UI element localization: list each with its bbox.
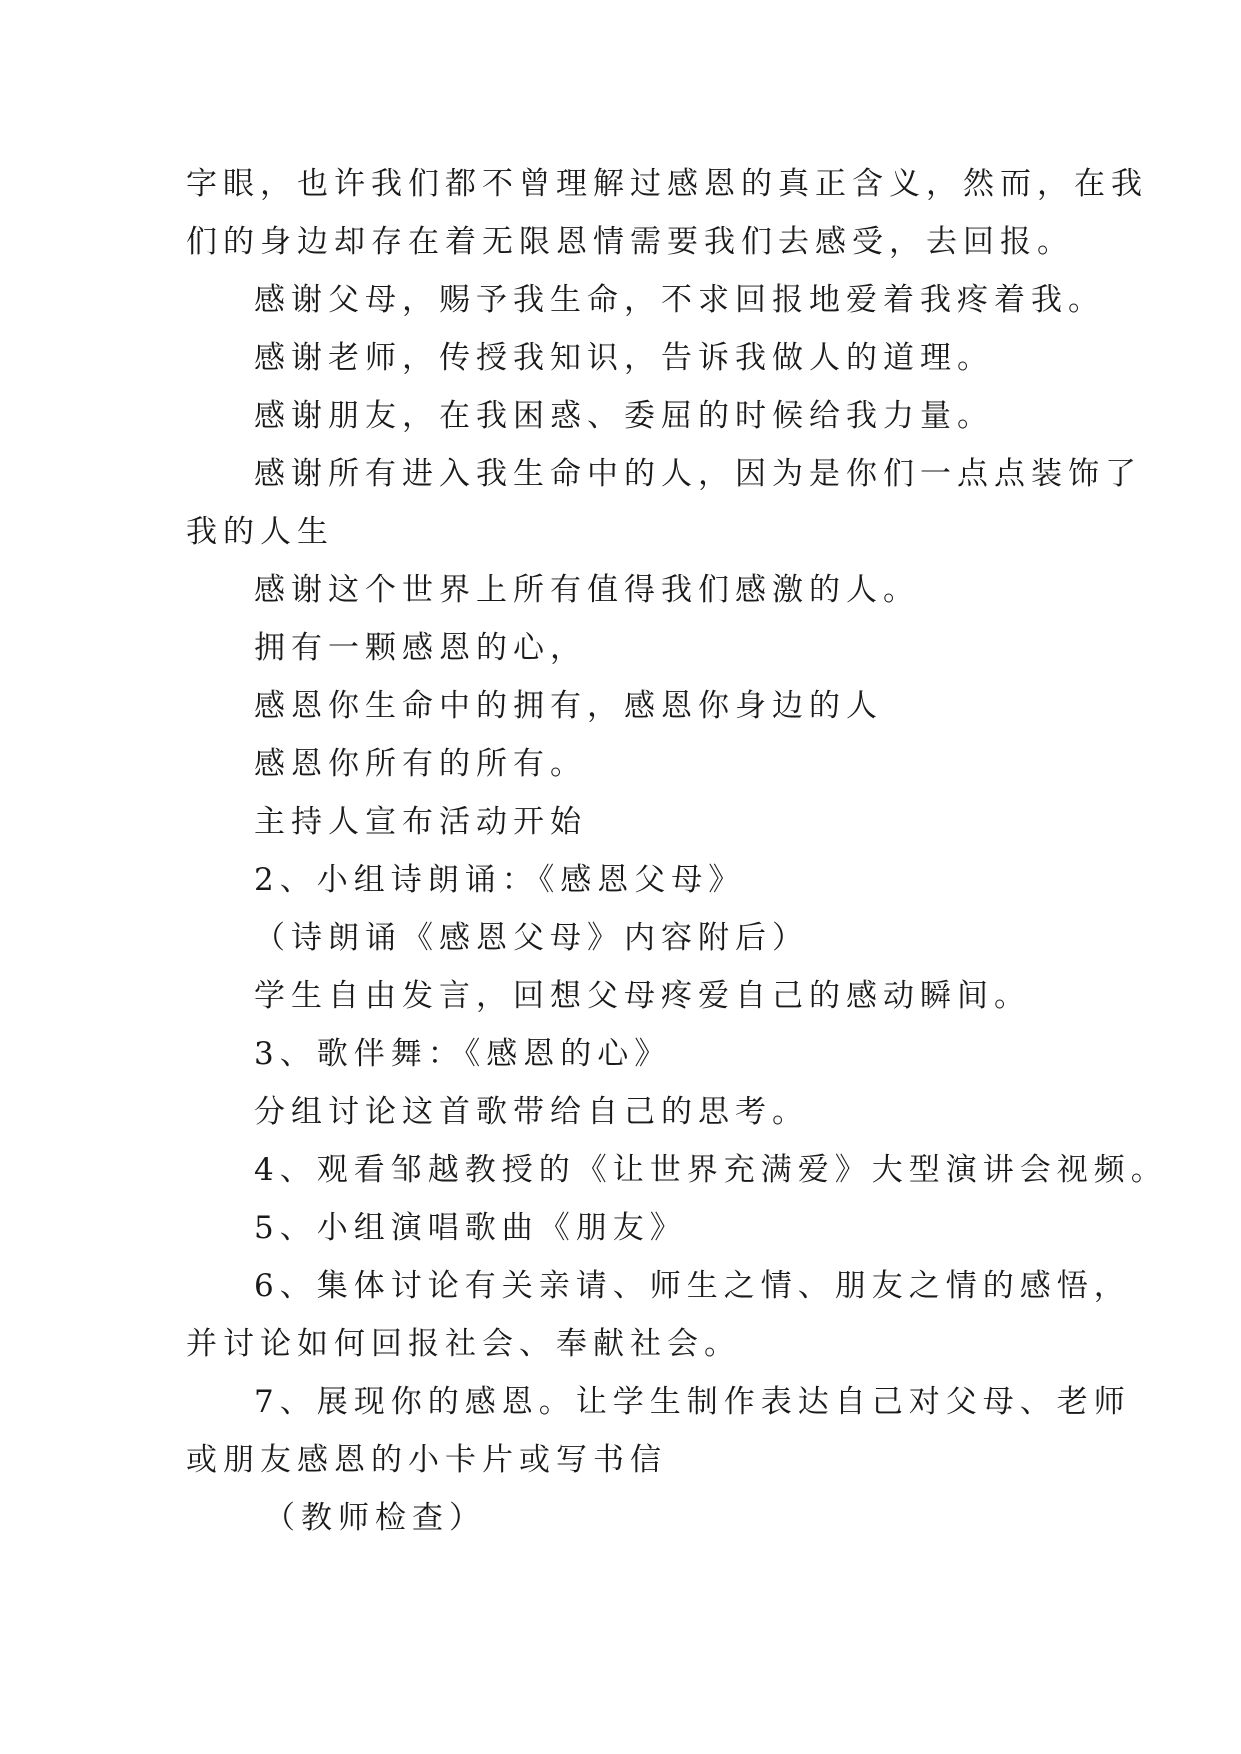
document-body [186, 155, 1168, 1547]
paragraph-line: 7、展现你的感恩。让学生制作表达自己对父母、老师 [254, 1384, 1131, 1420]
paragraph-line: 我的人生 [186, 514, 334, 550]
paragraph-line: 感恩你所有的所有。 [254, 746, 587, 782]
paragraph-line: （教师检查） [264, 1500, 486, 1536]
paragraph-line: 或朋友感恩的小卡片或写书信 [186, 1442, 667, 1478]
paragraph-line: 2、小组诗朗诵：《感恩父母》 [254, 862, 746, 898]
paragraph-line: 学生自由发言，回想父母疼爱自己的感动瞬间。 [254, 978, 1031, 1014]
paragraph-line: 主持人宣布活动开始 [254, 804, 587, 840]
paragraph-line: 字眼，也许我们都不曾理解过感恩的真正含义，然而，在我 [186, 166, 1148, 202]
paragraph-line: 感谢这个世界上所有值得我们感激的人。 [254, 572, 920, 608]
paragraph-line: 分组讨论这首歌带给自己的思考。 [254, 1094, 809, 1130]
paragraph-line: 们的身边却存在着无限恩情需要我们去感受，去回报。 [186, 224, 1074, 260]
paragraph-line: 感谢父母，赐予我生命，不求回报地爱着我疼着我。 [254, 282, 1105, 318]
paragraph-line: 感谢所有进入我生命中的人，因为是你们一点点装饰了 [254, 456, 1142, 492]
paragraph-line: 5、小组演唱歌曲《朋友》 [254, 1210, 687, 1246]
paragraph-line: （诗朗诵《感恩父母》内容附后） [254, 920, 809, 956]
paragraph-line: 感谢朋友，在我困惑、委屈的时候给我力量。 [254, 398, 994, 434]
paragraph-line: 感谢老师，传授我知识，告诉我做人的道理。 [254, 340, 994, 376]
paragraph-line: 感恩你生命中的拥有，感恩你身边的人 [254, 688, 883, 724]
paragraph-line: 4、观看邹越教授的《让世界充满爱》大型演讲会视频。 [254, 1152, 1168, 1188]
paragraph-line: 并讨论如何回报社会、奉献社会。 [186, 1326, 741, 1362]
paragraph-line: 3、歌伴舞：《感恩的心》 [254, 1036, 672, 1072]
paragraph-line: 拥有一颗感恩的心， [254, 630, 587, 666]
paragraph-line: 6、集体讨论有关亲请、师生之情、朋友之情的感悟， [254, 1268, 1131, 1304]
